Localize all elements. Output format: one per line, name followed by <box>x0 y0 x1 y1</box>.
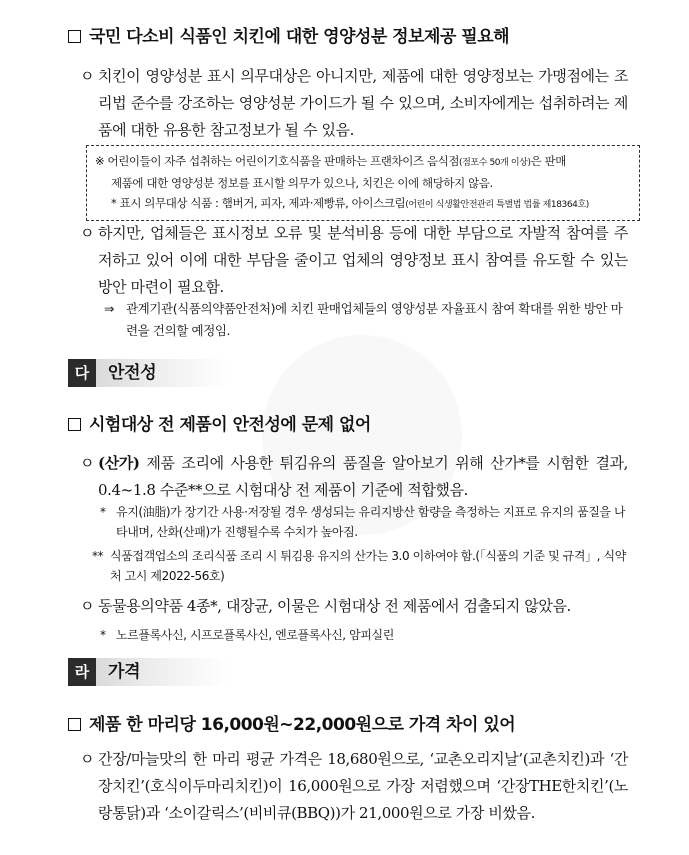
heading-safety <box>68 410 371 435</box>
square-bullet-icon <box>68 418 81 431</box>
paragraph-nutrition-2 <box>80 220 628 301</box>
footnote-1 <box>100 502 626 542</box>
square-bullet-icon <box>68 718 81 731</box>
bullet-mark: ㅇ <box>80 224 95 242</box>
paragraph-price <box>80 746 628 827</box>
section-letter-ra: 라 <box>68 658 96 686</box>
paragraph-safety-1 <box>80 450 628 504</box>
note-line-3-small: (어린이 식생활안전관리 특별법 법률 제18364호) <box>405 200 589 210</box>
note-box <box>86 145 640 221</box>
footnote-1-text: 유지(油脂)가 장기간 사용·저장될 경우 생성되는 유리지방산 함량을 측정하는 지표로 유지의 품질을 나타내며, 산화(산패)가 진행될수록 수치가 높아짐. <box>116 505 626 539</box>
section-letter-da: 다 <box>68 359 96 387</box>
footnote-2-text: 식품접객업소의 조리식품 조리 시 튀김용 유지의 산가는 3.0 이하여야 함.(「식품의 기준 및 규격」, 식약처 고시 제2022-56호) <box>110 549 626 583</box>
section-title-da: 안전성 <box>108 363 157 383</box>
paragraph-nutrition-1 <box>80 63 628 144</box>
note-line-3 <box>95 193 631 215</box>
paragraph-price-text: 간장/마늘맛의 한 마리 평균 가격은 18,680원으로, ‘교촌오리지날’(교촌치킨)과 ‘간장치킨’(호식이두마리치킨)이 16,000원으로 가장 저렴했으며 ‘간장THE한치킨’(노랑통닭)과 ‘소이갈릭스’(비비큐(BBQ))가 21,000원으로 가장 비쌌음. <box>98 750 628 822</box>
acid-value-label: (산가) <box>98 454 140 472</box>
heading-price-text: 제품 한 마리당 16,000원~22,000원으로 가격 차이 있어 <box>89 715 516 735</box>
note-mark: ※ <box>95 154 105 168</box>
section-header-da <box>68 359 228 387</box>
note-line-2: 제품에 대한 영양성분 정보를 표시할 의무가 있으나, 치킨은 이에 해당하지 않음. <box>111 176 493 190</box>
section-title-ra: 가격 <box>108 662 141 682</box>
note-line-1-a: 어린이들이 자주 섭취하는 어린이기호식품을 판매하는 프랜차이즈 음식점 <box>107 154 460 168</box>
note-line-1-small: (점포수 50개 이상) <box>459 158 531 168</box>
bullet-mark: ㅇ <box>80 750 95 768</box>
heading-safety-text: 시험대상 전 제품이 안전성에 문제 없어 <box>89 415 371 435</box>
bullet-mark: ㅇ <box>80 597 95 615</box>
heading-nutrition <box>68 22 509 47</box>
note-line-3-a: * 표시 의무대상 식품 : 햄버거, 피자, 제과·제빵류, 아이스크림 <box>111 196 406 210</box>
footnote-3 <box>100 625 626 645</box>
section-header-ra <box>68 658 228 686</box>
paragraph-safety-1-text <box>98 450 628 504</box>
footnote-3-text: 노르플록사신, 시프로플록사신, 엔로플록사신, 암피실린 <box>116 628 394 642</box>
paragraph-nutrition-1-text: 치킨이 영양성분 표시 의무대상은 아니지만, 제품에 대한 영양정보는 가맹점에는 조리법 준수를 강조하는 영양성분 가이드가 될 수 있으며, 소비자에게는 섭취하려는 제품에 대한 유용한 참고정보가 될 수 있음. <box>98 67 628 139</box>
arrow-note-text: 관계기관(식품의약품안전처)에 치킨 판매업체들의 영양성분 자율표시 참여 확대를 위한 방안 마련을 건의할 예정임. <box>126 301 623 338</box>
footnote-2 <box>92 546 626 586</box>
paragraph-safety-1-body: 제품 조리에 사용한 튀김유의 품질을 알아보기 위해 산가*를 시험한 결과, 0.4~1.8 수준**으로 시험대상 전 제품이 기준에 적합했음. <box>98 454 628 499</box>
heading-nutrition-text: 국민 다소비 식품인 치킨에 대한 영양성분 정보제공 필요해 <box>89 27 510 47</box>
paragraph-safety-2 <box>80 593 628 620</box>
footnote-mark: * <box>100 505 106 519</box>
paragraph-safety-2-text: 동물용의약품 4종*, 대장균, 이물은 시험대상 전 제품에서 검출되지 않았음. <box>98 597 571 615</box>
arrow-note <box>104 298 626 342</box>
paragraph-nutrition-2-text: 하지만, 업체들은 표시정보 오류 및 분석비용 등에 대한 부담으로 자발적 참여를 주저하고 있어 이에 대한 부담을 줄이고 업체의 영양정보 표시 참여를 유도할 수 있는 방안 마련이 필요함. <box>98 224 628 296</box>
note-line-1 <box>95 151 631 173</box>
bullet-mark: ㅇ <box>80 67 95 85</box>
heading-price <box>68 710 515 735</box>
square-bullet-icon <box>68 30 81 43</box>
arrow-icon: ⇒ <box>104 301 115 316</box>
note-line-1-b: 은 판매 <box>530 154 566 168</box>
footnote-mark: ** <box>92 549 104 563</box>
bullet-mark: ㅇ <box>80 454 95 472</box>
footnote-mark: * <box>100 628 106 642</box>
